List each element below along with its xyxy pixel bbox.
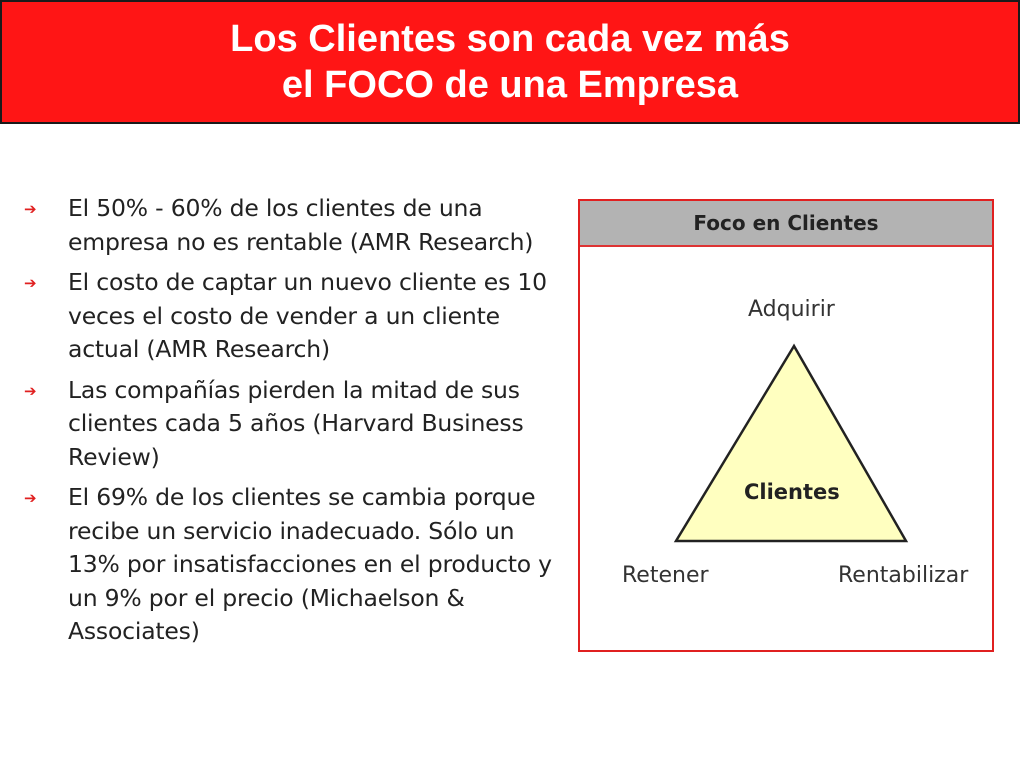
label-adquirir: Adquirir (748, 297, 835, 322)
focus-diagram (580, 247, 992, 650)
arrow-bullet-icon: ➔ (24, 489, 37, 507)
bullet-text: El 69% de los clientes se cambia porque recibe un servicio inadecuado. Sólo un 13% por insatisfacciones en el producto y un 9% por el precio (Michaelson & Associates) (68, 483, 552, 645)
arrow-bullet-icon: ➔ (24, 274, 37, 292)
bullet-item (22, 266, 562, 367)
label-rentabilizar: Rentabilizar (838, 563, 969, 588)
title-line-2: el FOCO de una Empresa (281, 64, 739, 106)
bullet-item (22, 192, 562, 259)
focus-box (578, 199, 994, 652)
arrow-bullet-icon: ➔ (24, 381, 37, 400)
bullet-text: Las compañías pierden la mitad de sus clientes cada 5 años (Harvard Business Review) (68, 375, 524, 471)
arrow-bullet-icon: ➔ (24, 200, 37, 218)
triangle-shape (676, 346, 906, 541)
bullet-item (22, 481, 562, 649)
bullet-text: El 50% - 60% de los clientes de una empresa no es rentable (AMR Research) (68, 194, 534, 256)
bullet-list (22, 192, 562, 656)
title-banner (0, 0, 1020, 124)
focus-box-header: Foco en Clientes (580, 201, 992, 247)
bullet-text: El costo de captar un nuevo cliente es 10 veces el costo de vender a un cliente actual (AMR Research) (68, 268, 547, 363)
bullet-item (22, 374, 562, 475)
label-retener: Retener (622, 563, 709, 588)
label-clientes: Clientes (744, 480, 840, 504)
title-line-1: Los Clientes son cada vez más (230, 18, 790, 60)
